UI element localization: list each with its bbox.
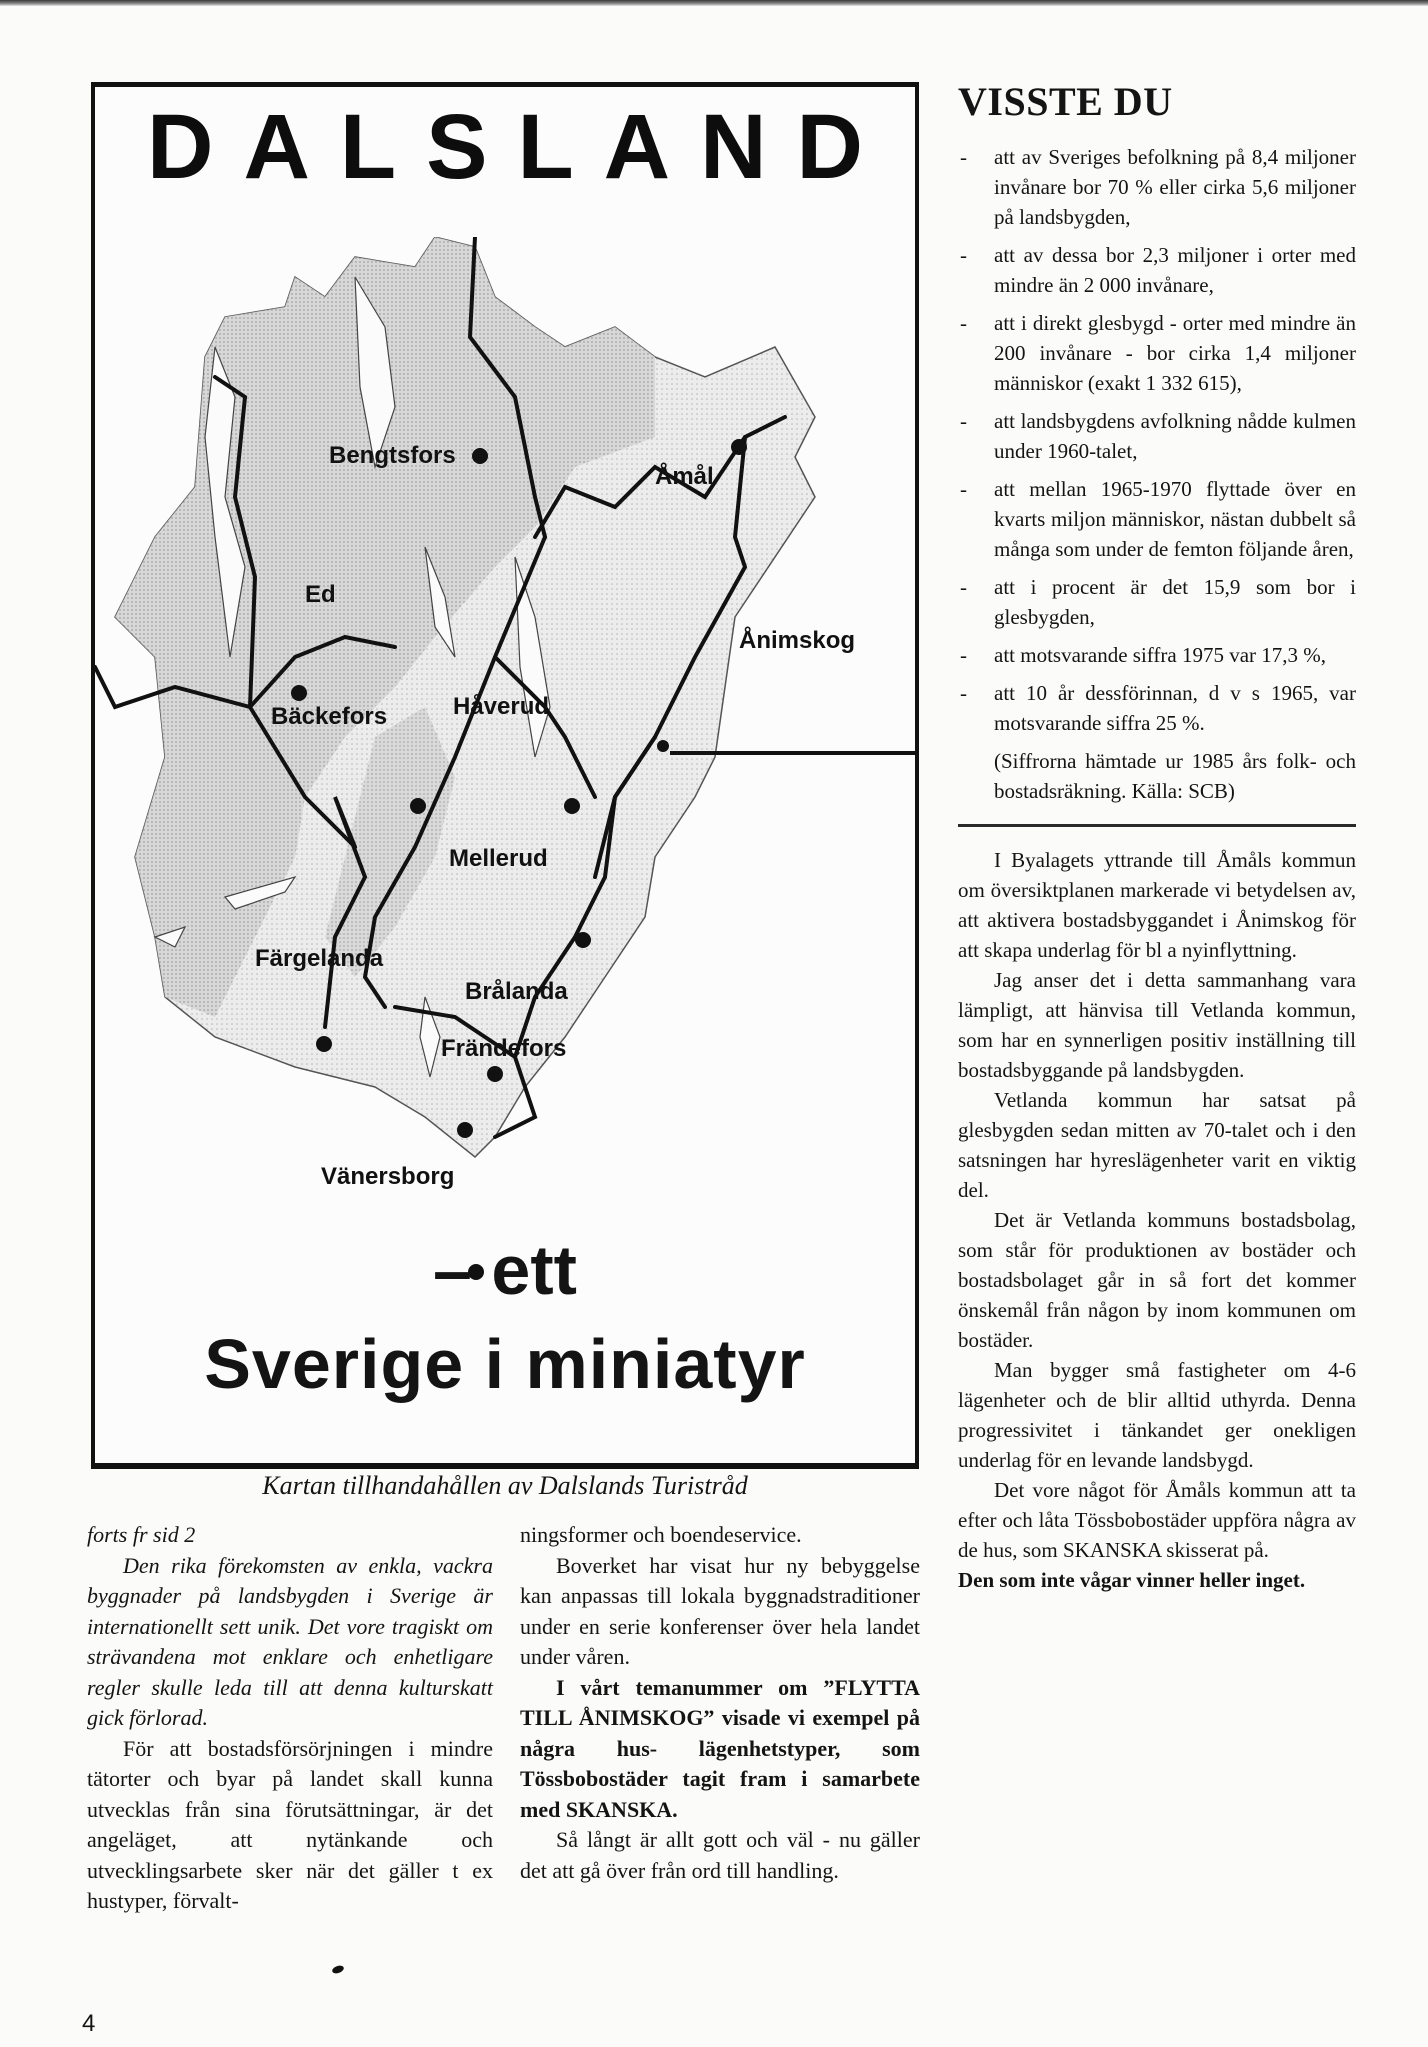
- fact-text: att av dessa bor 2,3 miljoner i orter med mindre än 2 000 invånare,: [994, 243, 1356, 297]
- map-title: DALSLAND: [147, 96, 893, 198]
- facts-source-note: (Siffrorna hämtade ur 1985 års folk- och bostadsräkning. Källa: SCB): [994, 749, 1356, 803]
- map-label-ed: Ed: [305, 581, 336, 608]
- map-label-animskog: Ånimskog: [739, 627, 856, 654]
- continued-from-note: forts fr sid 2: [87, 1522, 196, 1547]
- page-number: 4: [82, 2010, 96, 2037]
- fact-item: - att landsbygdens avfolkning nådde kulmen under 1960-talet,: [960, 409, 1356, 463]
- map-subtitle-line1: – ett: [433, 1231, 577, 1309]
- fact-text: att 10 år dessförinnan, d v s 1965, var motsvarande siffra 25 %.: [994, 681, 1356, 735]
- fact-item: - att mellan 1965-1970 flyttade över en kvarts miljon människor, nästan dubbelt så många som under de femton följande åren,: [960, 477, 1356, 561]
- fact-text: att av Sveriges befolkning på 8,4 miljoner invånare bor 70 % eller cirka 5,6 miljoner på landsbygden,: [994, 145, 1356, 229]
- map-label-vanersborg: Vänersborg: [321, 1163, 455, 1190]
- article-paragraph: Det är Vetlanda kommuns bostadsbolag, som står för produktionen av bostäder och bostadsbolaget går in så fort det kommer önskemål från någon by inom kommunen om bostäder.: [958, 1208, 1356, 1352]
- map-figure-box: [91, 82, 919, 1500]
- map-label-fargelanda: Färgelanda: [255, 945, 384, 972]
- visste-du-heading: VISSTE DU: [958, 79, 1173, 124]
- article-paragraph: Boverket har visat hur ny bebyggelse kan anpassas till lokala byggnadstraditioner under en serie konferenser över hela landet under våren.: [520, 1552, 920, 1669]
- article-paragraph: Man bygger små fastigheter om 4-6 lägenheter och de blir alltid uthyrda. Denna progressivitet i tänkandet ger onekligen underlag för en levande landsbygd.: [958, 1358, 1356, 1472]
- article-paragraph: Det vore något för Åmåls kommun att ta efter och låta Tössbobostäder uppföra några av de hus, som SKANSKA skisserat på.: [958, 1478, 1356, 1562]
- map-label-mellerud: Mellerud: [449, 845, 548, 872]
- fact-text: att landsbygdens avfolkning nådde kulmen under 1960-talet,: [994, 409, 1356, 463]
- fact-text: att i direkt glesbygd - orter med mindre än 200 invånare - bor cirka 1,4 miljoner människor (exakt 1 332 615),: [994, 311, 1356, 395]
- left-article-column-2: [520, 1520, 920, 1886]
- facts-list: [958, 142, 1356, 738]
- right-column: [958, 79, 1356, 1595]
- left-article-column-1: [87, 1520, 493, 1917]
- dalsland-map-graphic: [95, 237, 915, 1297]
- fact-text: att mellan 1965-1970 flyttade över en kvarts miljon människor, nästan dubbelt så många som under de femton följande åren,: [994, 477, 1356, 561]
- fact-item: - att av dessa bor 2,3 miljoner i orter med mindre än 2 000 invånare,: [960, 243, 1356, 297]
- article-paragraph: Så långt är allt gott och väl - nu gäller det att gå över från ord till handling.: [520, 1827, 920, 1883]
- fact-text: att motsvarande siffra 1975 var 17,3 %,: [994, 643, 1327, 667]
- article-paragraph-bold: I vårt temanummer om ”FLYTTA TILL ÅNIMSKOG” visade vi exempel på några hus- lägenhetstyper, som Tössbobostäder tagit fram i samarbete med SKANSKA.: [520, 1674, 920, 1822]
- map-credit: Kartan tillhandahållen av Dalslands Turistråd: [262, 1471, 748, 1500]
- closing-statement: Den som inte vågar vinner heller inget.: [958, 1568, 1306, 1592]
- map-label-frandefors: Frändefors: [441, 1035, 567, 1062]
- page-top-rule: [0, 0, 1428, 6]
- map-label-bengtsfors: Bengtsfors: [329, 442, 456, 469]
- map-label-amal: Åmål: [655, 463, 714, 490]
- fact-item: - att 10 år dessförinnan, d v s 1965, var motsvarande siffra 25 %.: [960, 681, 1356, 735]
- map-label-bralanda: Brålanda: [465, 978, 568, 1005]
- fact-item: - att motsvarande siffra 1975 var 17,3 %,: [960, 643, 1327, 667]
- ink-spot: [331, 1964, 345, 1975]
- article-paragraph: Jag anser det i detta sammanhang vara lämpligt, att hänvisa till Vetlanda kommun, som har en synnerligen positiv inställning till bostadsbyggande på landsbygden.: [958, 968, 1356, 1082]
- article-paragraph-continuation: ningsformer och boendeservice.: [520, 1522, 802, 1547]
- article-paragraph: För att bostadsförsörjningen i mindre tätorter och byar på landet skall kunna utvecklas från sina förutsättningar, är det angeläget, att nytänkande och utvecklingsarbete sker när det gäller t ex hustyper, förvalt-: [87, 1735, 493, 1913]
- article-paragraph: I Byalagets yttrande till Åmåls kommun om översiktplanen markerade vi betydelsen av, att aktivera bostadsbyggandet i Ånimskog för att skapa underlag för bl a nyinflyttning.: [958, 848, 1356, 962]
- map-label-haverud: Håverud: [453, 693, 550, 720]
- fact-item: - att i direkt glesbygd - orter med mindre än 200 invånare - bor cirka 1,4 miljoner människor (exakt 1 332 615),: [960, 311, 1356, 395]
- fact-text: att i procent är det 15,9 som bor i glesbygden,: [994, 575, 1356, 629]
- article-paragraph: Vetlanda kommun har satsat på glesbygden sedan mitten av 70-talet och i den satsningen har hyreslägenheter varit en viktig del.: [958, 1088, 1356, 1202]
- right-article: [958, 845, 1356, 1595]
- fact-item: - att av Sveriges befolkning på 8,4 miljoner invånare bor 70 % eller cirka 5,6 miljoner på landsbygden,: [960, 145, 1356, 229]
- fact-item: - att i procent är det 15,9 som bor i glesbygden,: [960, 575, 1356, 629]
- map-subtitle-line2: Sverige i miniatyr: [204, 1325, 806, 1403]
- map-label-backefors: Bäckefors: [271, 703, 388, 730]
- section-divider: [958, 824, 1356, 827]
- article-paragraph-italic: Den rika förekomsten av enkla, vackra byggnader på landsbygden i Sverige är internationellt sett unik. Det vore tragiskt om strävandena mot enklare och enhetligare regler skulle leda till att denna kulturskatt gick förlorad.: [87, 1552, 493, 1730]
